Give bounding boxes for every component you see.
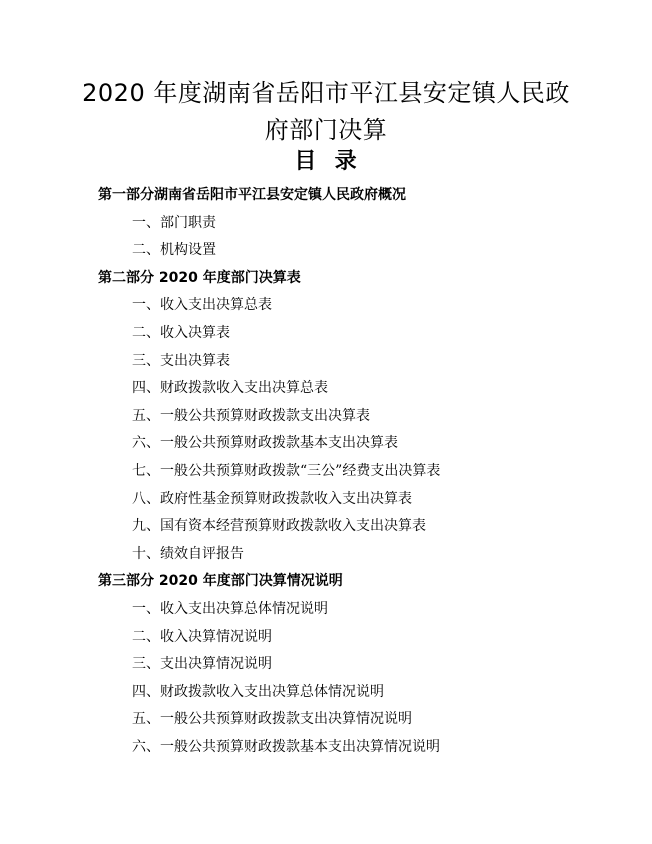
toc-item: 八、政府性基金预算财政拨款收入支出决算表 xyxy=(132,490,412,507)
toc-item: 二、收入决算表 xyxy=(132,324,230,341)
toc-part-2-title: 第二部分 2020 年度部门决算表 xyxy=(98,269,301,286)
toc-item: 一、部门职责 xyxy=(132,214,216,231)
toc-item: 五、一般公共预算财政拨款支出决算情况说明 xyxy=(132,711,412,728)
toc-item: 六、一般公共预算财政拨款基本支出决算情况说明 xyxy=(132,738,440,755)
toc-item: 二、机构设置 xyxy=(132,242,216,259)
toc-item: 六、一般公共预算财政拨款基本支出决算表 xyxy=(132,435,398,452)
toc-part-1-title: 第一部分湖南省岳阳市平江县安定镇人民政府概况 xyxy=(98,187,406,203)
table-of-contents xyxy=(98,182,618,761)
toc-item: 十、绩效自评报告 xyxy=(132,545,244,562)
toc-item: 九、国有资本经营预算财政拨款收入支出决算表 xyxy=(132,518,426,535)
document-title-line-2: 府部门决算 xyxy=(264,116,388,144)
toc-item: 四、财政拨款收入支出决算总体情况说明 xyxy=(132,683,384,700)
toc-part-3-title: 第三部分 2020 年度部门决算情况说明 xyxy=(98,573,343,590)
toc-item: 四、财政拨款收入支出决算总表 xyxy=(132,380,328,397)
toc-heading: 目 录 xyxy=(294,149,358,174)
document-title-line-1: 2020 年度湖南省岳阳市平江县安定镇人民政 xyxy=(82,79,570,107)
toc-item: 三、支出决算表 xyxy=(132,352,230,369)
toc-item: 七、一般公共预算财政拨款“三公”经费支出决算表 xyxy=(132,462,441,479)
toc-item: 一、收入支出决算总表 xyxy=(132,297,272,314)
toc-item: 一、收入支出决算总体情况说明 xyxy=(132,600,328,617)
toc-item: 五、一般公共预算财政拨款支出决算表 xyxy=(132,407,370,424)
toc-item: 二、收入决算情况说明 xyxy=(132,628,272,645)
toc-item: 三、支出决算情况说明 xyxy=(132,656,272,673)
